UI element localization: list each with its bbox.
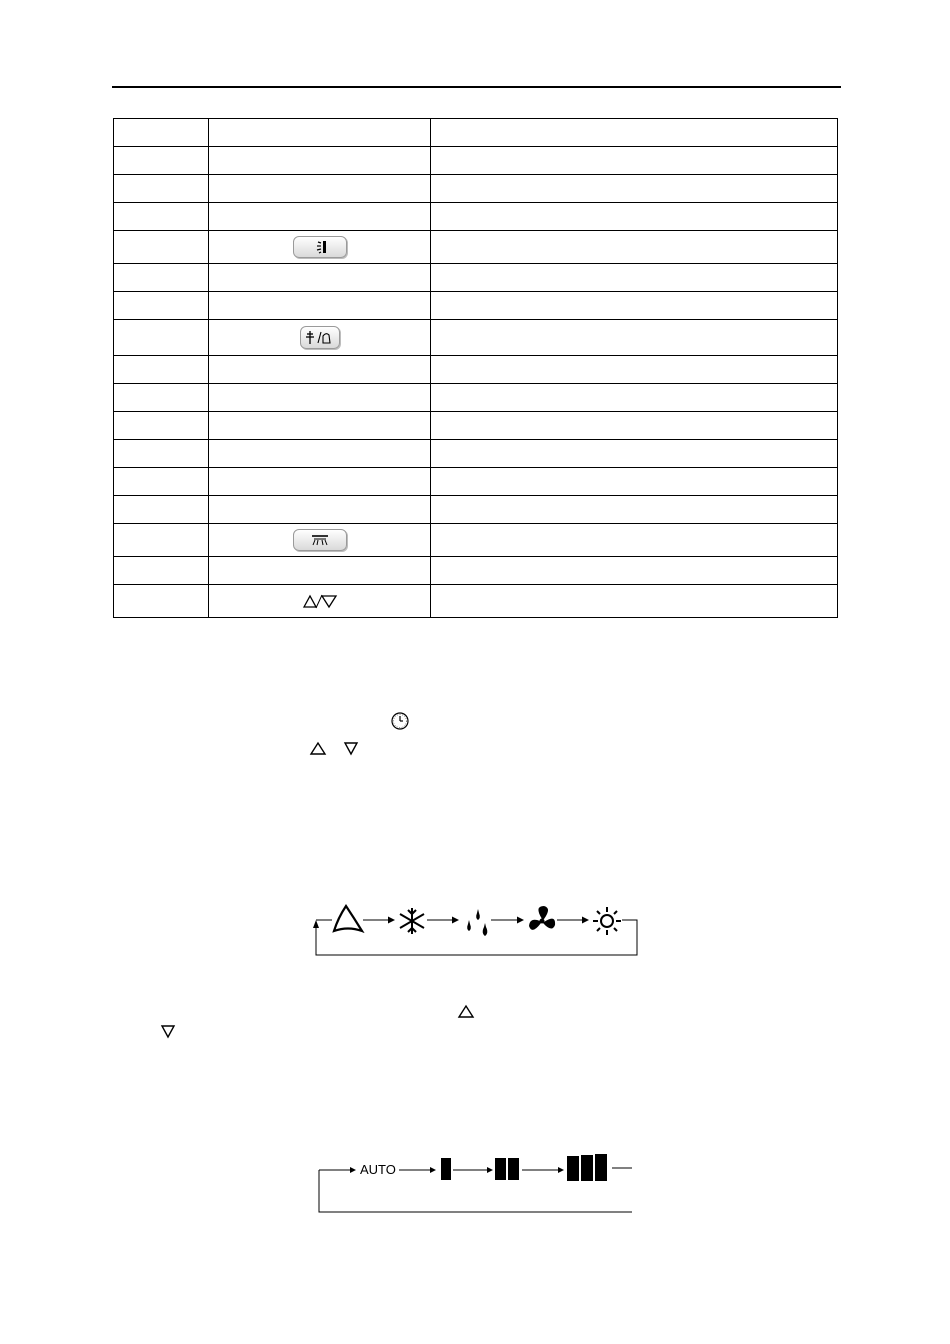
table-row <box>114 412 838 440</box>
up-triangle-icon <box>457 1004 475 1019</box>
reference-table <box>113 118 838 618</box>
table-row <box>114 585 838 618</box>
table-row <box>114 320 838 356</box>
table-row <box>114 119 838 147</box>
fan-speed-cycle-diagram <box>312 1148 638 1218</box>
table-row <box>114 384 838 412</box>
table-row <box>114 440 838 468</box>
header-rule <box>112 86 841 88</box>
table-row <box>114 356 838 384</box>
down-triangle-icon <box>343 741 359 756</box>
table-row <box>114 496 838 524</box>
table-row <box>114 292 838 320</box>
clock-icon <box>390 711 410 731</box>
dry-mode-icon <box>467 909 487 936</box>
up-triangle-icon <box>309 741 327 756</box>
light-button-icon <box>293 236 347 258</box>
table-row <box>114 264 838 292</box>
fan-high-icon <box>567 1154 607 1181</box>
swing-button-icon <box>293 529 347 551</box>
health-air-button-icon <box>300 326 340 349</box>
table-row <box>114 557 838 585</box>
fan-medium-icon <box>495 1158 519 1180</box>
heat-mode-icon <box>593 907 621 935</box>
fan-mode-icon <box>529 906 555 930</box>
table-row <box>114 203 838 231</box>
up-down-arrows-icon <box>302 593 338 609</box>
table-row <box>114 231 838 264</box>
auto-mode-icon <box>334 906 362 931</box>
table-row <box>114 175 838 203</box>
table-row <box>114 147 838 175</box>
fan-auto-label: AUTO <box>360 1162 396 1177</box>
table-row <box>114 468 838 496</box>
table-row <box>114 524 838 557</box>
cool-mode-icon <box>400 908 424 934</box>
down-triangle-icon <box>160 1024 176 1039</box>
fan-low-icon <box>441 1158 451 1180</box>
mode-cycle-diagram <box>306 898 646 960</box>
